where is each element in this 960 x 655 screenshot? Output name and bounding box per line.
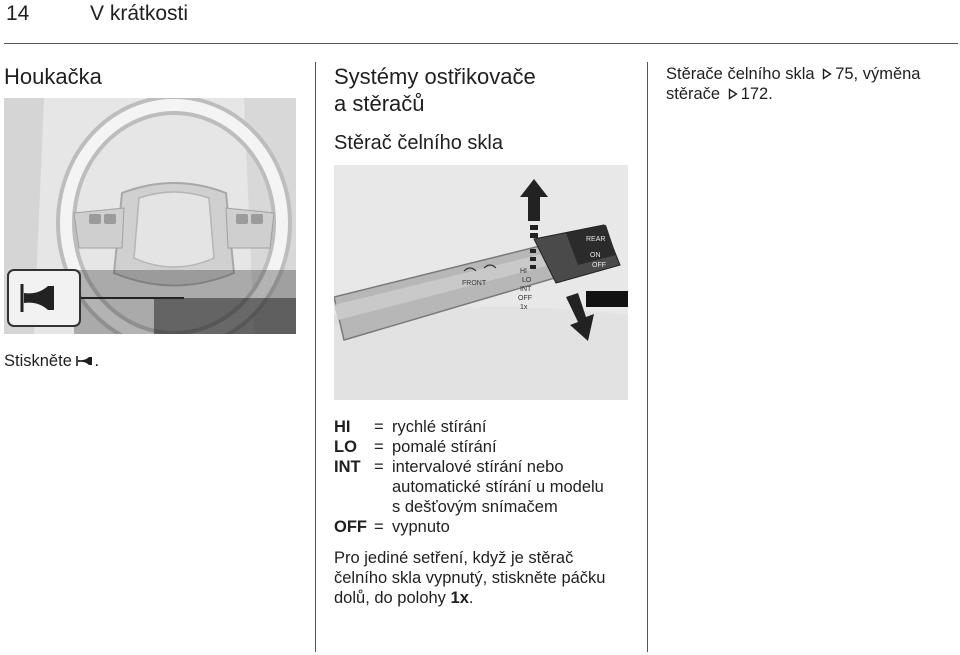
single-wipe-note	[334, 548, 639, 608]
legend-equals: =	[374, 438, 384, 456]
lever-label-front: FRONT	[462, 280, 487, 287]
column-divider-right	[647, 62, 648, 652]
legend-row	[334, 417, 632, 437]
legend-equals-blank	[374, 497, 392, 517]
steering-wheel-illustration	[4, 98, 296, 334]
lever-label-int2: INT	[520, 286, 532, 293]
legend-key: INT	[334, 458, 361, 476]
lever-label-on: ON	[590, 252, 601, 259]
legend-value: intervalové stírání nebo	[392, 458, 564, 476]
windshield-wiper-subheading: Stěrač čelního skla	[334, 132, 503, 154]
legend-value: pomalé stírání	[392, 438, 497, 456]
cross-reference-line-1	[666, 64, 956, 84]
column-divider-left	[315, 62, 316, 652]
legend-value: s dešťovým snímačem	[392, 498, 558, 516]
legend-key: HI	[334, 418, 351, 436]
legend-key	[334, 497, 374, 517]
wiper-lever-svg	[334, 165, 628, 400]
legend-value: rychlé stírání	[392, 418, 487, 436]
cross-reference	[666, 64, 956, 104]
page-number: 14	[6, 2, 30, 25]
lever-label-lo: LO	[522, 277, 532, 284]
legend-equals: =	[374, 418, 384, 436]
horn-instruction-suffix: .	[94, 352, 100, 370]
legend-key: OFF	[334, 518, 367, 536]
washer-heading-line1: Systémy ostřikovače	[334, 64, 536, 89]
legend-row	[334, 477, 632, 497]
ref2-text: stěrače	[666, 85, 721, 103]
page-ref-arrow-icon	[822, 68, 832, 80]
legend-key	[334, 477, 374, 497]
wiper-lever-illustration	[334, 165, 628, 400]
page-ref-arrow-icon	[728, 88, 738, 100]
legend-value: automatické stírání u modelu	[392, 478, 604, 496]
ref1-page: 75, výměna	[835, 65, 921, 83]
wiper-legend	[334, 417, 632, 537]
legend-equals: =	[374, 518, 384, 536]
lever-label-off: OFF	[592, 262, 606, 269]
note-line-3	[334, 588, 639, 608]
note-line-3-suffix: .	[468, 589, 474, 607]
note-line-1: Pro jediné setření, když je stěrač	[334, 549, 574, 567]
horn-inline-icon	[76, 355, 94, 367]
legend-value: vypnuto	[392, 518, 450, 536]
ref1-text: Stěrače čelního skla	[666, 65, 815, 83]
legend-equals-blank	[374, 477, 392, 497]
note-line-2: čelního skla vypnutý, stiskněte páčku	[334, 569, 606, 587]
legend-row	[334, 497, 632, 517]
note-line-3-prefix: dolů, do polohy	[334, 589, 451, 607]
legend-row	[334, 457, 632, 477]
header-rule	[4, 43, 958, 44]
horn-heading: Houkačka	[4, 64, 102, 89]
lever-label-rear: REAR	[586, 236, 606, 243]
legend-equals: =	[374, 458, 384, 476]
ref2-page: 172.	[740, 85, 773, 103]
legend-key: LO	[334, 438, 357, 456]
horn-instruction	[4, 351, 99, 371]
note-line-3-bold: 1x	[450, 589, 469, 607]
lever-label-1x: 1x	[520, 304, 528, 311]
steering-wheel-svg	[4, 98, 296, 334]
horn-instruction-prefix: Stiskněte	[4, 352, 72, 370]
lever-label-hi: HI	[520, 268, 527, 275]
lever-label-int: INT	[596, 272, 608, 279]
legend-row	[334, 517, 632, 537]
legend-row	[334, 437, 632, 457]
washer-heading-line2: a stěračů	[334, 91, 425, 116]
section-title: V krátkosti	[90, 2, 189, 25]
cross-reference-line-2	[666, 84, 956, 104]
lever-label-off2: OFF	[518, 295, 532, 302]
